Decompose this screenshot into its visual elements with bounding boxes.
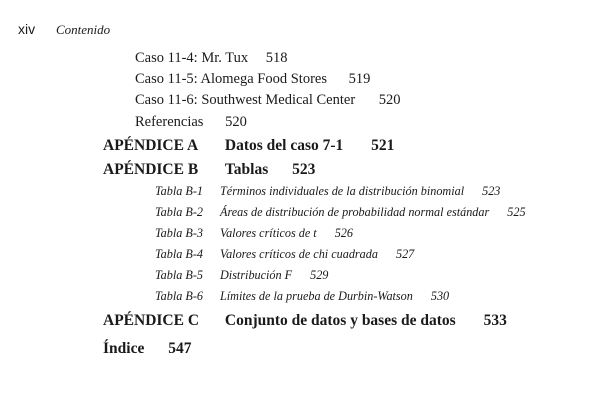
toc-entry-page: 519 [348, 71, 371, 87]
appendix-title: Tablas [224, 161, 269, 178]
appendix-code: APÉNDICE A [103, 137, 199, 154]
toc-index [103, 340, 191, 358]
index-page: 547 [168, 340, 192, 357]
toc-table-b-3 [0, 226, 600, 244]
toc-entry-case-11-5 [135, 71, 370, 88]
table-page: 530 [430, 289, 450, 303]
toc-entry-case-11-4 [135, 50, 287, 67]
toc-table-b-6 [0, 289, 600, 307]
table-title: Límites de la prueba de Durbin-Watson 530 [220, 289, 450, 303]
table-label: Tabla B-3 [155, 226, 203, 240]
toc-entry-label: Referencias [135, 114, 204, 130]
table-page: 523 [482, 184, 501, 198]
table-title: Áreas de distribución de probabilidad normal estándar 525 [220, 205, 526, 219]
toc-entry-label: Caso 11-5: Alomega Food Stores [135, 71, 327, 87]
appendix-title: Datos del caso 7-1 [224, 137, 344, 154]
table-title: Valores críticos de t 526 [220, 226, 353, 240]
table-label: Tabla B-6 [155, 289, 203, 303]
toc-appendix-a [103, 137, 394, 155]
table-title: Términos individuales de la distribución binomial 523 [220, 184, 501, 198]
toc-entry-page: 518 [265, 50, 288, 66]
running-title: Contenido [56, 22, 111, 37]
appendix-page: 533 [483, 312, 507, 329]
toc-entry-case-11-6 [135, 92, 401, 109]
toc-entry-label: Caso 11-4: Mr. Tux [135, 50, 249, 66]
toc-table-b-2 [0, 205, 600, 223]
toc-table-b-1 [0, 184, 600, 202]
table-page: 526 [334, 226, 353, 240]
appendix-page: 521 [371, 137, 395, 154]
toc-table-b-5 [0, 268, 600, 286]
toc-appendix-c [103, 312, 507, 330]
table-label: Tabla B-1 [155, 184, 203, 198]
toc-entry-page: 520 [378, 92, 401, 108]
table-label: Tabla B-4 [155, 247, 203, 261]
appendix-code: APÉNDICE B [103, 161, 199, 178]
table-page: 525 [507, 205, 526, 219]
toc-entry-page: 520 [225, 114, 247, 130]
toc-entry-label: Caso 11-6: Southwest Medical Center [135, 92, 356, 108]
table-label: Tabla B-2 [155, 205, 203, 219]
toc-appendix-b [103, 161, 315, 179]
table-page: 529 [310, 268, 329, 282]
appendix-page: 523 [292, 161, 316, 178]
appendix-code: APÉNDICE C [103, 312, 200, 329]
table-title: Distribución F 529 [220, 268, 329, 282]
toc-table-b-4 [0, 247, 600, 265]
index-title: Índice [103, 340, 145, 357]
page-number: xiv [18, 21, 36, 37]
table-label: Tabla B-5 [155, 268, 203, 282]
table-page: 527 [395, 247, 415, 261]
appendix-title: Conjunto de datos y bases de datos [224, 312, 456, 329]
toc-entry-references [135, 114, 247, 131]
table-title: Valores críticos de chi cuadrada 527 [220, 247, 415, 261]
